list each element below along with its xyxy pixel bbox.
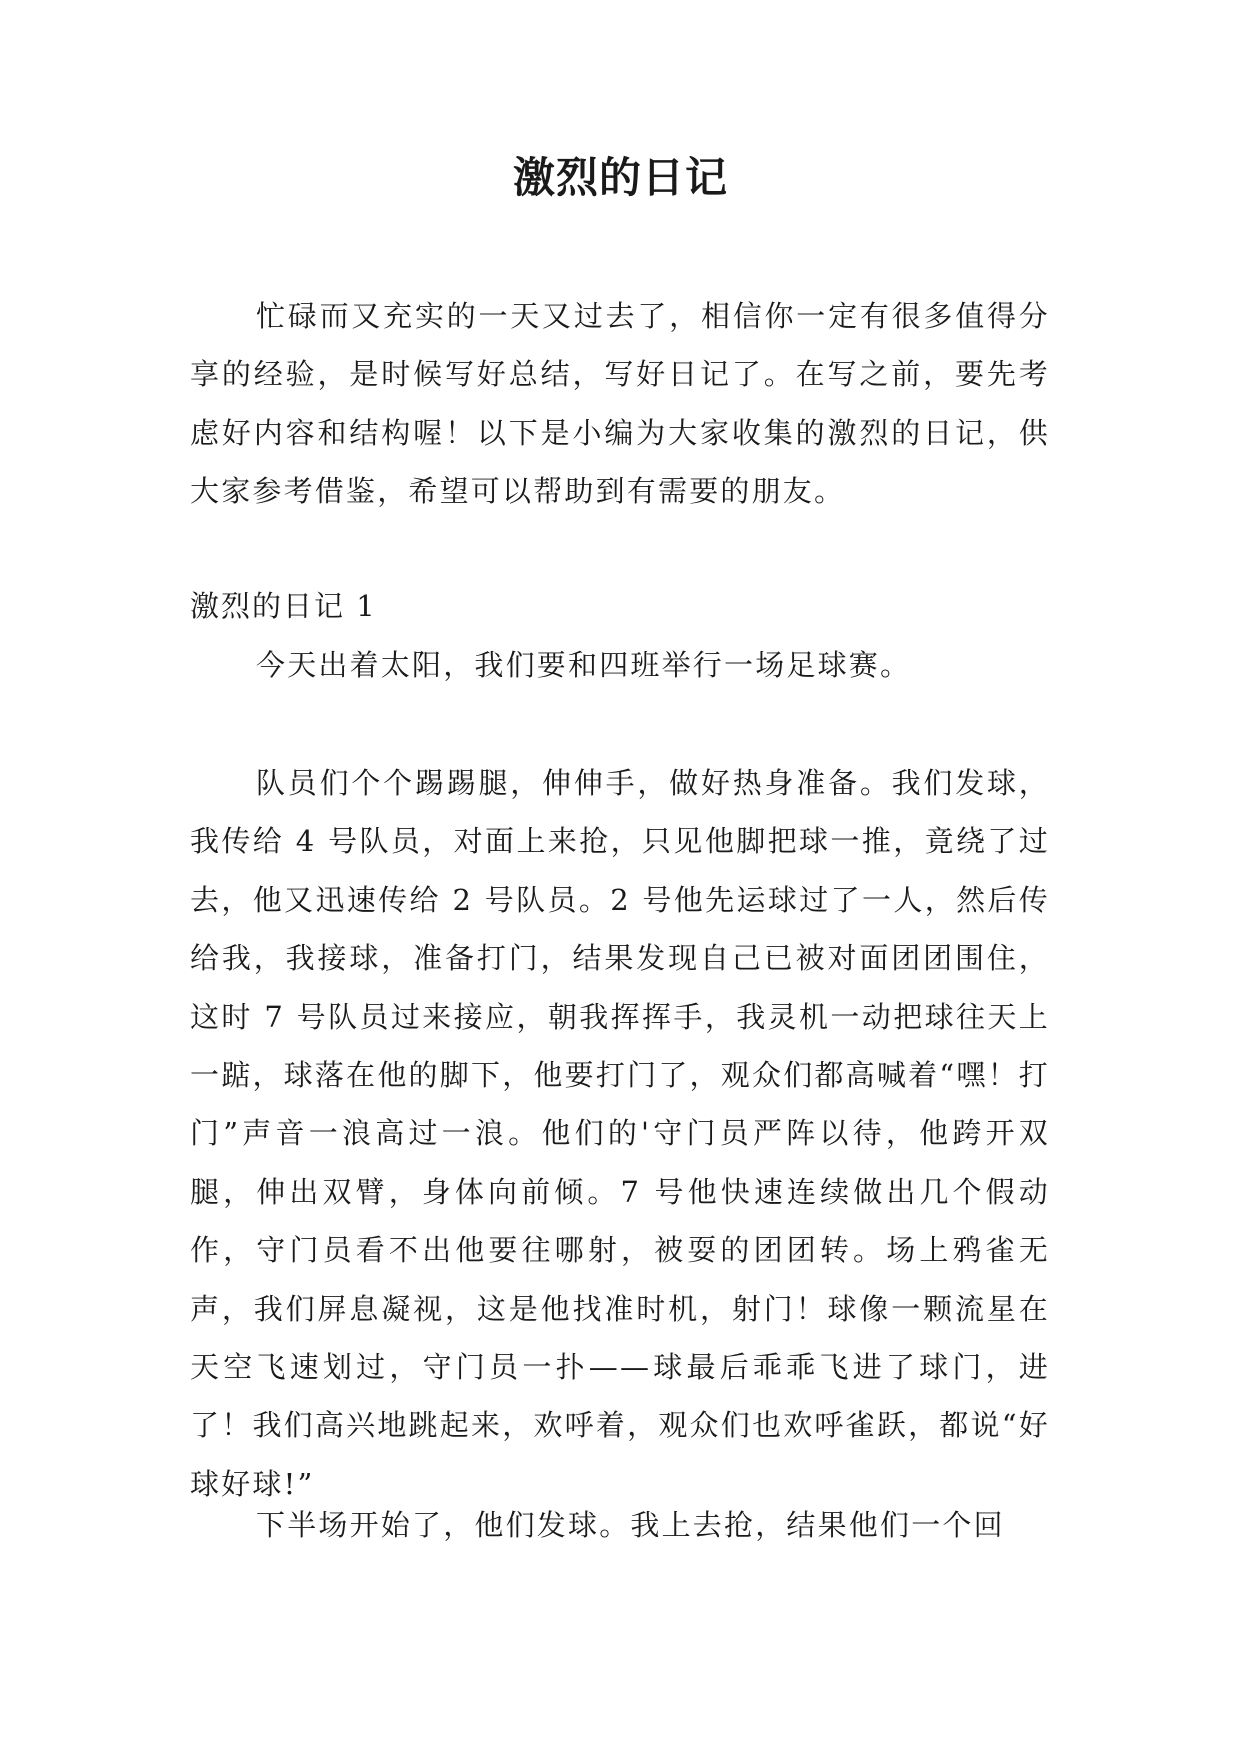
body-paragraph: 下半场开始了，他们发球。我上去抢，结果他们一个回	[256, 1508, 1005, 1542]
body-paragraph: 队员们个个踢踢腿，伸伸手，做好热身准备。我们发球，我传给 4 号队员，对面上来抢，只见他脚把球一推，竟绕了过去，他又迅速传给 2 号队员。2 号他先运球过了一人，然后传给我，我接球，准备打门，结果发现自己已被对面团团围住，这时 7 号队员过来接应，朝我挥挥手，我灵机一动把球往天上一踮，球落在他的脚下，他要打门了，观众们都高喊着“嘿！打门”声音一浪高过一浪。他们的'守门员严阵以待，他跨开双腿，伸出双臂，身体向前倾。7 号他快速连续做出几个假动作，守门员看不出他要往哪射，被耍的团团转。场上鸦雀无声，我们屏息凝视，这是他找准时机，射门！球像一颗流星在天空飞速划过，守门员一扑——球最后乖乖飞进了球门，进了！我们高兴地跳起来，欢呼着，观众们也欢呼雀跃，都说“好球好球!”	[190, 766, 1050, 1501]
body-paragraph: 今天出着太阳，我们要和四班举行一场足球赛。	[256, 648, 912, 682]
document-title: 激烈的日记	[512, 153, 728, 202]
intro-paragraph: 忙碌而又充实的一天又过去了，相信你一定有很多值得分享的经验，是时候写好总结，写好日记了。在写之前，要先考虑好内容和结构喔！以下是小编为大家收集的激烈的日记，供大家参考借鉴，希望可以帮助到有需要的朋友。	[190, 299, 1050, 509]
section-heading: 激烈的日记 1	[190, 589, 377, 623]
